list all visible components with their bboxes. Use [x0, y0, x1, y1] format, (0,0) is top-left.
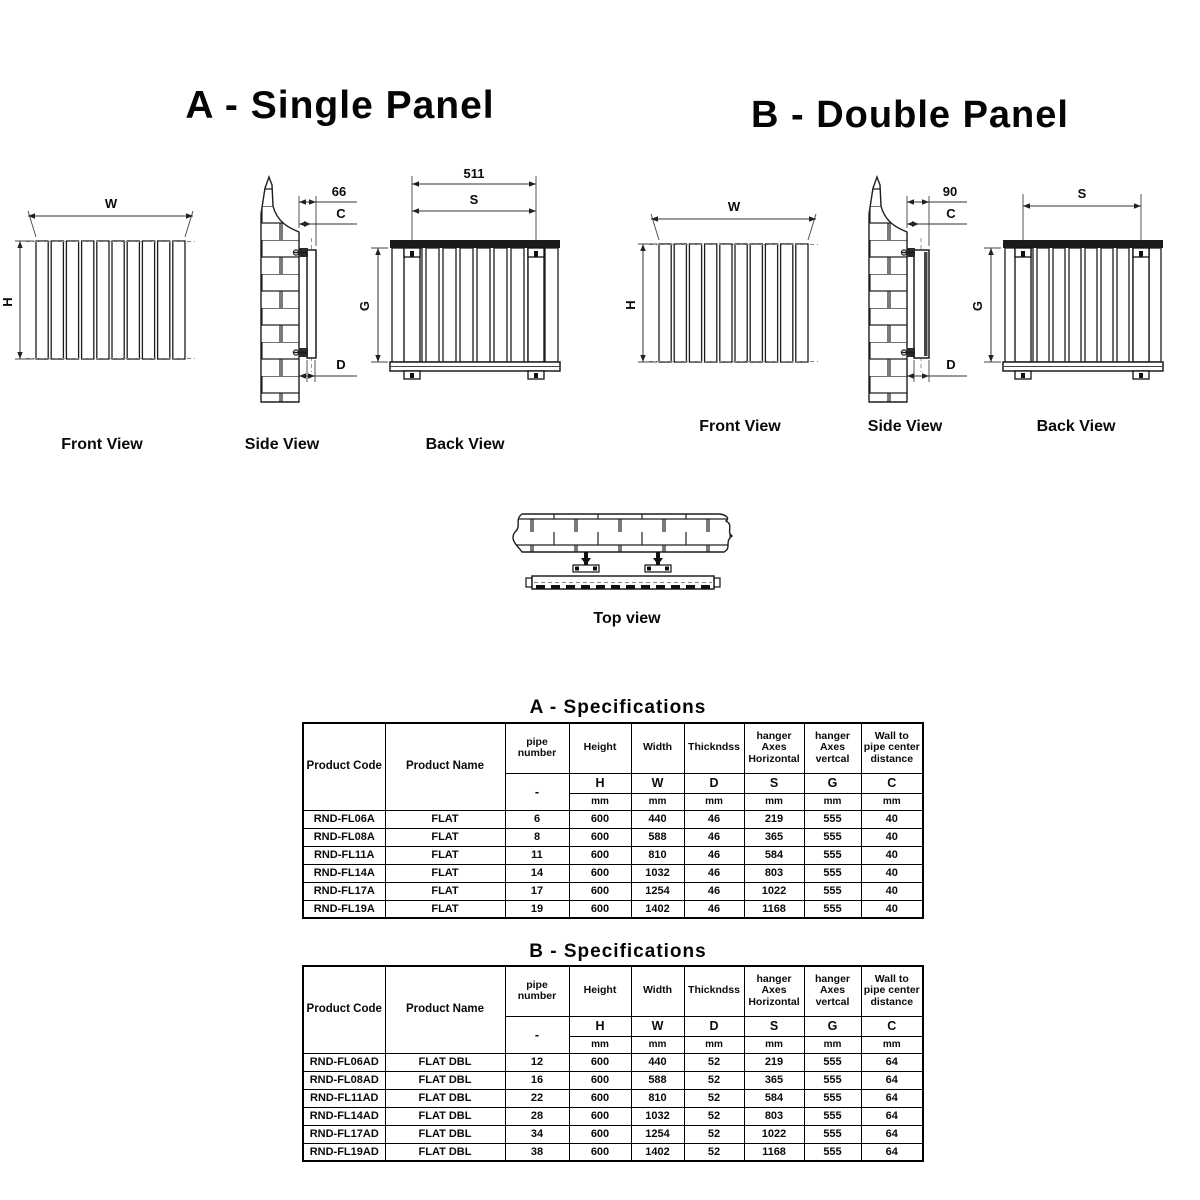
- col-header-width: Width: [631, 966, 684, 1016]
- table-cell: 1032: [631, 864, 684, 882]
- table-cell: 555: [804, 864, 861, 882]
- back-view-b-drawing: [970, 186, 1190, 386]
- col-header-thickness: Thickndss: [684, 966, 744, 1016]
- table-cell: RND-FL06AD: [303, 1053, 385, 1071]
- table-cell: RND-FL08A: [303, 828, 385, 846]
- unit-mm: mm: [569, 1036, 631, 1053]
- second-panel-layer: [924, 252, 928, 356]
- sym-pipe: -: [505, 773, 569, 810]
- sym-c: C: [861, 773, 923, 793]
- table-cell: 600: [569, 882, 631, 900]
- table-row: [303, 846, 923, 864]
- table-cell: 64: [861, 1089, 923, 1107]
- bracket-left: [573, 552, 599, 572]
- table-cell: 584: [744, 1089, 804, 1107]
- top-view-drawing: [488, 506, 758, 606]
- sym-d: D: [684, 1016, 744, 1036]
- dim-label-h: H: [623, 300, 638, 310]
- hanger-bracket-bottom-left: [1015, 371, 1031, 379]
- table-cell: 600: [569, 846, 631, 864]
- table-cell: 40: [861, 828, 923, 846]
- front-view-b-drawing: [623, 178, 858, 408]
- table-cell: 803: [744, 1107, 804, 1125]
- table-cell: FLAT DBL: [385, 1143, 505, 1161]
- table-row: [303, 1107, 923, 1125]
- radiator-top-profile: [526, 576, 720, 589]
- view-label-side-b: Side View: [867, 418, 943, 435]
- radiator-slats: [659, 244, 808, 362]
- table-cell: 1022: [744, 882, 804, 900]
- dim-label-offset: 90: [942, 184, 958, 199]
- table-cell: 1254: [631, 1125, 684, 1143]
- radiator-side-profile: [307, 250, 316, 358]
- table-cell: 40: [861, 882, 923, 900]
- table-cell: 584: [744, 846, 804, 864]
- table-cell: RND-FL14AD: [303, 1107, 385, 1125]
- table-cell: 1168: [744, 1143, 804, 1161]
- table-cell: 1254: [631, 882, 684, 900]
- side-view-a-drawing: [243, 172, 378, 412]
- table-cell: 600: [569, 1125, 631, 1143]
- table-cell: 64: [861, 1053, 923, 1071]
- table-cell: 52: [684, 1125, 744, 1143]
- hanger-bracket-bottom-right: [528, 371, 544, 379]
- col-header-thickness: Thickndss: [684, 723, 744, 773]
- back-view-a-drawing: [357, 166, 577, 386]
- col-header-product-code: Product Code: [303, 966, 385, 1053]
- unit-mm: mm: [744, 793, 804, 810]
- table-cell: 64: [861, 1125, 923, 1143]
- table-cell: FLAT: [385, 882, 505, 900]
- table-cell: 52: [684, 1071, 744, 1089]
- table-cell: 52: [684, 1143, 744, 1161]
- wall-section: [261, 177, 299, 402]
- dim-label-h: H: [0, 297, 15, 307]
- table-row: [303, 810, 923, 828]
- table-cell: 555: [804, 1089, 861, 1107]
- side-view-b-drawing: [851, 172, 986, 412]
- table-cell: 40: [861, 846, 923, 864]
- dim-label-w: W: [104, 196, 118, 211]
- table-cell: 555: [804, 810, 861, 828]
- table-cell: 555: [804, 1125, 861, 1143]
- dim-label-d: D: [946, 357, 956, 372]
- col-header-hanger-horizontal: hanger Axes Horizontal: [744, 723, 804, 773]
- table-cell: 52: [684, 1107, 744, 1125]
- table-cell: 46: [684, 810, 744, 828]
- table-cell: 440: [631, 1053, 684, 1071]
- dim-label-s-value: 511: [463, 166, 485, 181]
- table-cell: 52: [684, 1089, 744, 1107]
- table-cell: FLAT DBL: [385, 1053, 505, 1071]
- table-cell: 555: [804, 900, 861, 918]
- hanger-bracket-top-right: [1133, 248, 1149, 257]
- table-cell: FLAT DBL: [385, 1125, 505, 1143]
- col-header-pipe-number: pipe number: [505, 966, 569, 1016]
- table-cell: RND-FL11AD: [303, 1089, 385, 1107]
- table-cell: 600: [569, 810, 631, 828]
- sym-h: H: [569, 773, 631, 793]
- bracket-right: [645, 552, 671, 572]
- table-row: [303, 1089, 923, 1107]
- table-cell: 600: [569, 864, 631, 882]
- view-label-side-a: Side View: [244, 436, 320, 453]
- table-cell: FLAT: [385, 864, 505, 882]
- view-label-back-a: Back View: [425, 436, 505, 453]
- col-header-product-name: Product Name: [385, 966, 505, 1053]
- table-cell: 600: [569, 1053, 631, 1071]
- table-cell: 40: [861, 900, 923, 918]
- table-cell: 1402: [631, 1143, 684, 1161]
- table-row: [303, 1053, 923, 1071]
- table-cell: 555: [804, 1053, 861, 1071]
- table-cell: 555: [804, 846, 861, 864]
- table-row: [303, 900, 923, 918]
- dim-label-d: D: [336, 357, 346, 372]
- table-cell: 1022: [744, 1125, 804, 1143]
- table-cell: FLAT DBL: [385, 1089, 505, 1107]
- table-cell: 19: [505, 900, 569, 918]
- table-cell: 64: [861, 1071, 923, 1089]
- table-cell: 219: [744, 1053, 804, 1071]
- sym-w: W: [631, 773, 684, 793]
- spec-table-a: [302, 722, 924, 919]
- table-cell: 219: [744, 810, 804, 828]
- table-cell: 6: [505, 810, 569, 828]
- table-cell: 17: [505, 882, 569, 900]
- table-cell: 38: [505, 1143, 569, 1161]
- view-label-top: Top view: [593, 610, 661, 627]
- table-cell: 600: [569, 1107, 631, 1125]
- spec-table-b-body: [303, 1053, 923, 1161]
- table-cell: 64: [861, 1107, 923, 1125]
- table-cell: FLAT: [385, 846, 505, 864]
- dim-label-offset: 66: [331, 184, 347, 199]
- col-header-hanger-vertical: hanger Axes vertcal: [804, 966, 861, 1016]
- sym-d: D: [684, 773, 744, 793]
- col-header-hanger-vertical: hanger Axes vertcal: [804, 723, 861, 773]
- wall-section: [869, 177, 907, 402]
- dim-label-w: W: [727, 199, 741, 214]
- sym-s: S: [744, 773, 804, 793]
- table-cell: 803: [744, 864, 804, 882]
- table-cell: RND-FL19AD: [303, 1143, 385, 1161]
- table-row: [303, 1143, 923, 1161]
- table-cell: 810: [631, 846, 684, 864]
- table-cell: FLAT: [385, 828, 505, 846]
- col-header-pipe-number: pipe number: [505, 723, 569, 773]
- unit-mm: mm: [631, 793, 684, 810]
- table-cell: 46: [684, 882, 744, 900]
- table-cell: 600: [569, 1089, 631, 1107]
- sym-s: S: [744, 1016, 804, 1036]
- col-header-wall-distance: Wall to pipe center distance: [861, 723, 923, 773]
- unit-mm: mm: [631, 1036, 684, 1053]
- hanger-bracket-top-left: [1015, 248, 1031, 257]
- table-cell: RND-FL19A: [303, 900, 385, 918]
- table-cell: 365: [744, 828, 804, 846]
- col-header-product-name: Product Name: [385, 723, 505, 810]
- sym-g: G: [804, 773, 861, 793]
- table-cell: 34: [505, 1125, 569, 1143]
- table-cell: RND-FL08AD: [303, 1071, 385, 1089]
- table-row: [303, 828, 923, 846]
- sym-g: G: [804, 1016, 861, 1036]
- unit-mm: mm: [684, 1036, 744, 1053]
- table-cell: 588: [631, 1071, 684, 1089]
- table-cell: 40: [861, 864, 923, 882]
- unit-mm: mm: [804, 1036, 861, 1053]
- table-cell: FLAT DBL: [385, 1071, 505, 1089]
- front-view-a-drawing: [0, 175, 235, 405]
- table-cell: 1402: [631, 900, 684, 918]
- table-cell: 1168: [744, 900, 804, 918]
- table-cell: 555: [804, 828, 861, 846]
- table-cell: 46: [684, 828, 744, 846]
- table-cell: 588: [631, 828, 684, 846]
- wall-section-top: [513, 514, 732, 552]
- table-cell: 555: [804, 1107, 861, 1125]
- radiator-back-body: [390, 240, 560, 371]
- table-cell: 600: [569, 1143, 631, 1161]
- table-cell: 8: [505, 828, 569, 846]
- view-label-front-b: Front View: [699, 418, 781, 435]
- table-cell: 22: [505, 1089, 569, 1107]
- spec-table-a-body: [303, 810, 923, 918]
- hanger-bracket-top-right: [528, 248, 544, 257]
- table-cell: 365: [744, 1071, 804, 1089]
- col-header-width: Width: [631, 723, 684, 773]
- table-cell: 46: [684, 900, 744, 918]
- table-cell: FLAT: [385, 810, 505, 828]
- dim-label-s: S: [469, 192, 479, 207]
- spec-b-title: B - Specifications: [529, 941, 707, 962]
- table-cell: 46: [684, 864, 744, 882]
- section-a-title: A - Single Panel: [185, 84, 495, 127]
- dim-label-g: G: [970, 300, 985, 312]
- table-cell: RND-FL11A: [303, 846, 385, 864]
- col-header-wall-distance: Wall to pipe center distance: [861, 966, 923, 1016]
- table-cell: RND-FL17A: [303, 882, 385, 900]
- col-header-height: Height: [569, 723, 631, 773]
- table-cell: 12: [505, 1053, 569, 1071]
- table-cell: 555: [804, 1143, 861, 1161]
- unit-mm: mm: [804, 793, 861, 810]
- table-cell: 810: [631, 1089, 684, 1107]
- section-b-title: B - Double Panel: [751, 94, 1069, 136]
- table-cell: FLAT: [385, 900, 505, 918]
- unit-mm: mm: [684, 793, 744, 810]
- table-row: [303, 1125, 923, 1143]
- spec-table-b: [302, 965, 924, 1162]
- col-header-hanger-horizontal: hanger Axes Horizontal: [744, 966, 804, 1016]
- table-row: [303, 864, 923, 882]
- col-header-height: Height: [569, 966, 631, 1016]
- table-cell: 555: [804, 882, 861, 900]
- table-cell: 600: [569, 900, 631, 918]
- table-cell: 555: [804, 1071, 861, 1089]
- table-cell: 600: [569, 828, 631, 846]
- unit-mm: mm: [861, 1036, 923, 1053]
- sym-h: H: [569, 1016, 631, 1036]
- table-cell: 14: [505, 864, 569, 882]
- table-cell: 16: [505, 1071, 569, 1089]
- view-label-back-b: Back View: [1036, 418, 1116, 435]
- spec-a-title: A - Specifications: [529, 697, 707, 718]
- table-row: [303, 1071, 923, 1089]
- radiator-slats: [36, 241, 185, 359]
- col-header-product-code: Product Code: [303, 723, 385, 810]
- hanger-bracket-bottom-left: [404, 371, 420, 379]
- table-cell: 46: [684, 846, 744, 864]
- unit-mm: mm: [861, 793, 923, 810]
- table-cell: 1032: [631, 1107, 684, 1125]
- table-cell: RND-FL14A: [303, 864, 385, 882]
- dim-label-c: C: [946, 206, 956, 221]
- table-cell: 11: [505, 846, 569, 864]
- sym-w: W: [631, 1016, 684, 1036]
- radiator-back-body: [1003, 240, 1163, 371]
- table-cell: RND-FL06A: [303, 810, 385, 828]
- sym-c: C: [861, 1016, 923, 1036]
- table-cell: 28: [505, 1107, 569, 1125]
- dim-label-g: G: [357, 300, 372, 312]
- table-cell: 40: [861, 810, 923, 828]
- unit-mm: mm: [569, 793, 631, 810]
- hanger-bracket-top-left: [404, 248, 420, 257]
- table-cell: RND-FL17AD: [303, 1125, 385, 1143]
- table-row: [303, 882, 923, 900]
- view-label-front-a: Front View: [61, 436, 143, 453]
- sym-pipe: -: [505, 1016, 569, 1053]
- dim-label-c: C: [336, 206, 346, 221]
- table-cell: FLAT DBL: [385, 1107, 505, 1125]
- hanger-bracket-bottom-right: [1133, 371, 1149, 379]
- table-cell: 600: [569, 1071, 631, 1089]
- table-cell: 64: [861, 1143, 923, 1161]
- table-cell: 52: [684, 1053, 744, 1071]
- unit-mm: mm: [744, 1036, 804, 1053]
- dim-label-s: S: [1077, 186, 1087, 201]
- table-cell: 440: [631, 810, 684, 828]
